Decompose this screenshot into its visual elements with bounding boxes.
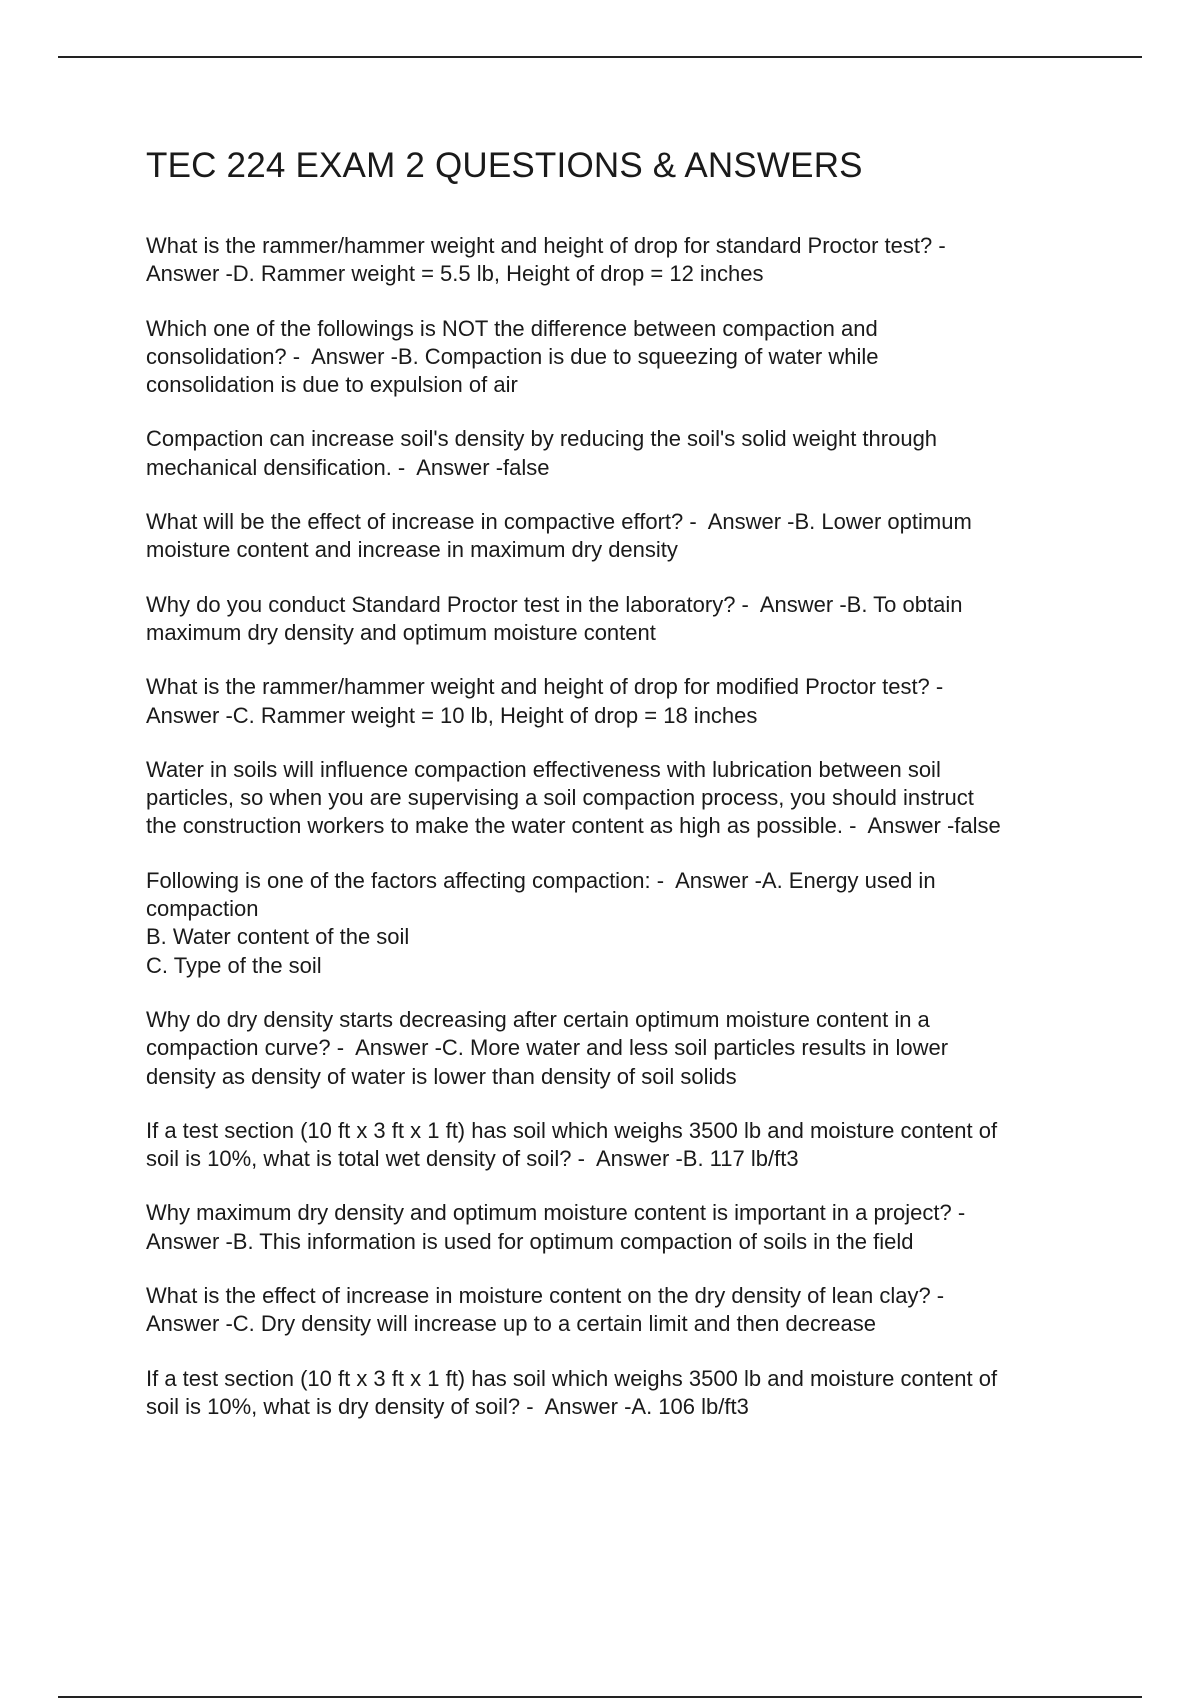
qa-line: Answer -D. Rammer weight = 5.5 lb, Height of drop = 12 inches: [146, 261, 764, 287]
qa-line: What is the effect of increase in moisture content on the dry density of lean clay? -: [146, 1283, 945, 1309]
qa-item: [146, 591, 1106, 648]
qa-line: Which one of the followings is NOT the difference between compaction and: [146, 315, 878, 341]
qa-item: [146, 425, 1106, 482]
qa-line: moisture content and increase in maximum dry density: [146, 537, 678, 563]
qa-item: [146, 1365, 1106, 1422]
qa-line: Answer -C. Dry density will increase up to a certain limit and then decrease: [146, 1311, 876, 1337]
qa-line: If a test section (10 ft x 3 ft x 1 ft) has soil which weighs 3500 lb and moisture content of: [146, 1117, 998, 1143]
qa-item: [146, 673, 1106, 730]
qa-line: soil is 10%, what is dry density of soil? - Answer -A. 106 lb/ft3: [146, 1393, 749, 1419]
qa-line: Answer -B. This information is used for optimum compaction of soils in the field: [146, 1228, 914, 1254]
qa-line: compaction: [146, 896, 259, 922]
qa-item: [146, 1282, 1106, 1339]
page-title: TEC 224 EXAM 2 QUESTIONS & ANSWERS: [146, 146, 863, 185]
qa-line: If a test section (10 ft x 3 ft x 1 ft) has soil which weighs 3500 lb and moisture content of: [146, 1365, 998, 1391]
qa-line: Why do you conduct Standard Proctor test in the laboratory? - Answer -B. To obtain: [146, 591, 963, 617]
qa-line: particles, so when you are supervising a soil compaction process, you should instruct: [146, 785, 974, 811]
qa-item: [146, 508, 1106, 565]
qa-line: Answer -C. Rammer weight = 10 lb, Height of drop = 18 inches: [146, 702, 758, 728]
qa-line: What is the rammer/hammer weight and height of drop for standard Proctor test? -: [146, 233, 946, 258]
qa-line: maximum dry density and optimum moisture content: [146, 619, 656, 645]
qa-item: [146, 867, 1106, 980]
qa-item: [146, 756, 1106, 841]
qa-line: What is the rammer/hammer weight and height of drop for modified Proctor test? -: [146, 674, 944, 700]
qa-list: [146, 232, 1106, 1421]
qa-line: compaction curve? - Answer -C. More water and less soil particles results in lower: [146, 1035, 949, 1061]
qa-item: [146, 1117, 1106, 1174]
qa-line: mechanical densification. - Answer -false: [146, 454, 550, 480]
qa-item: [146, 315, 1106, 400]
qa-line: What will be the effect of increase in compactive effort? - Answer -B. Lower optimum: [146, 509, 972, 535]
qa-line: density as density of water is lower than density of soil solids: [146, 1063, 737, 1089]
qa-item: [146, 232, 1106, 289]
qa-line: consolidation is due to expulsion of air: [146, 372, 518, 398]
qa-line: B. Water content of the soil: [146, 924, 410, 950]
qa-item: [146, 1199, 1106, 1256]
qa-line: Why maximum dry density and optimum moisture content is important in a project? -: [146, 1200, 966, 1226]
qa-line: Water in soils will influence compaction effectiveness with lubrication between soil: [146, 756, 941, 782]
qa-item: [146, 1006, 1106, 1091]
qa-line: soil is 10%, what is total wet density of soil? - Answer -B. 117 lb/ft3: [146, 1146, 799, 1172]
document-body: [146, 140, 1106, 1447]
qa-line: Compaction can increase soil's density by reducing the soil's solid weight through: [146, 426, 938, 452]
qa-line: Following is one of the factors affecting compaction: - Answer -A. Energy used in: [146, 867, 936, 893]
qa-line: Why do dry density starts decreasing after certain optimum moisture content in a: [146, 1006, 930, 1032]
top-rule: [58, 56, 1142, 58]
qa-line: C. Type of the soil: [146, 952, 322, 978]
qa-line: consolidation? - Answer -B. Compaction is due to squeezing of water while: [146, 343, 879, 369]
bottom-rule: [58, 1696, 1142, 1698]
qa-line: the construction workers to make the water content as high as possible. - Answer -false: [146, 813, 1001, 839]
